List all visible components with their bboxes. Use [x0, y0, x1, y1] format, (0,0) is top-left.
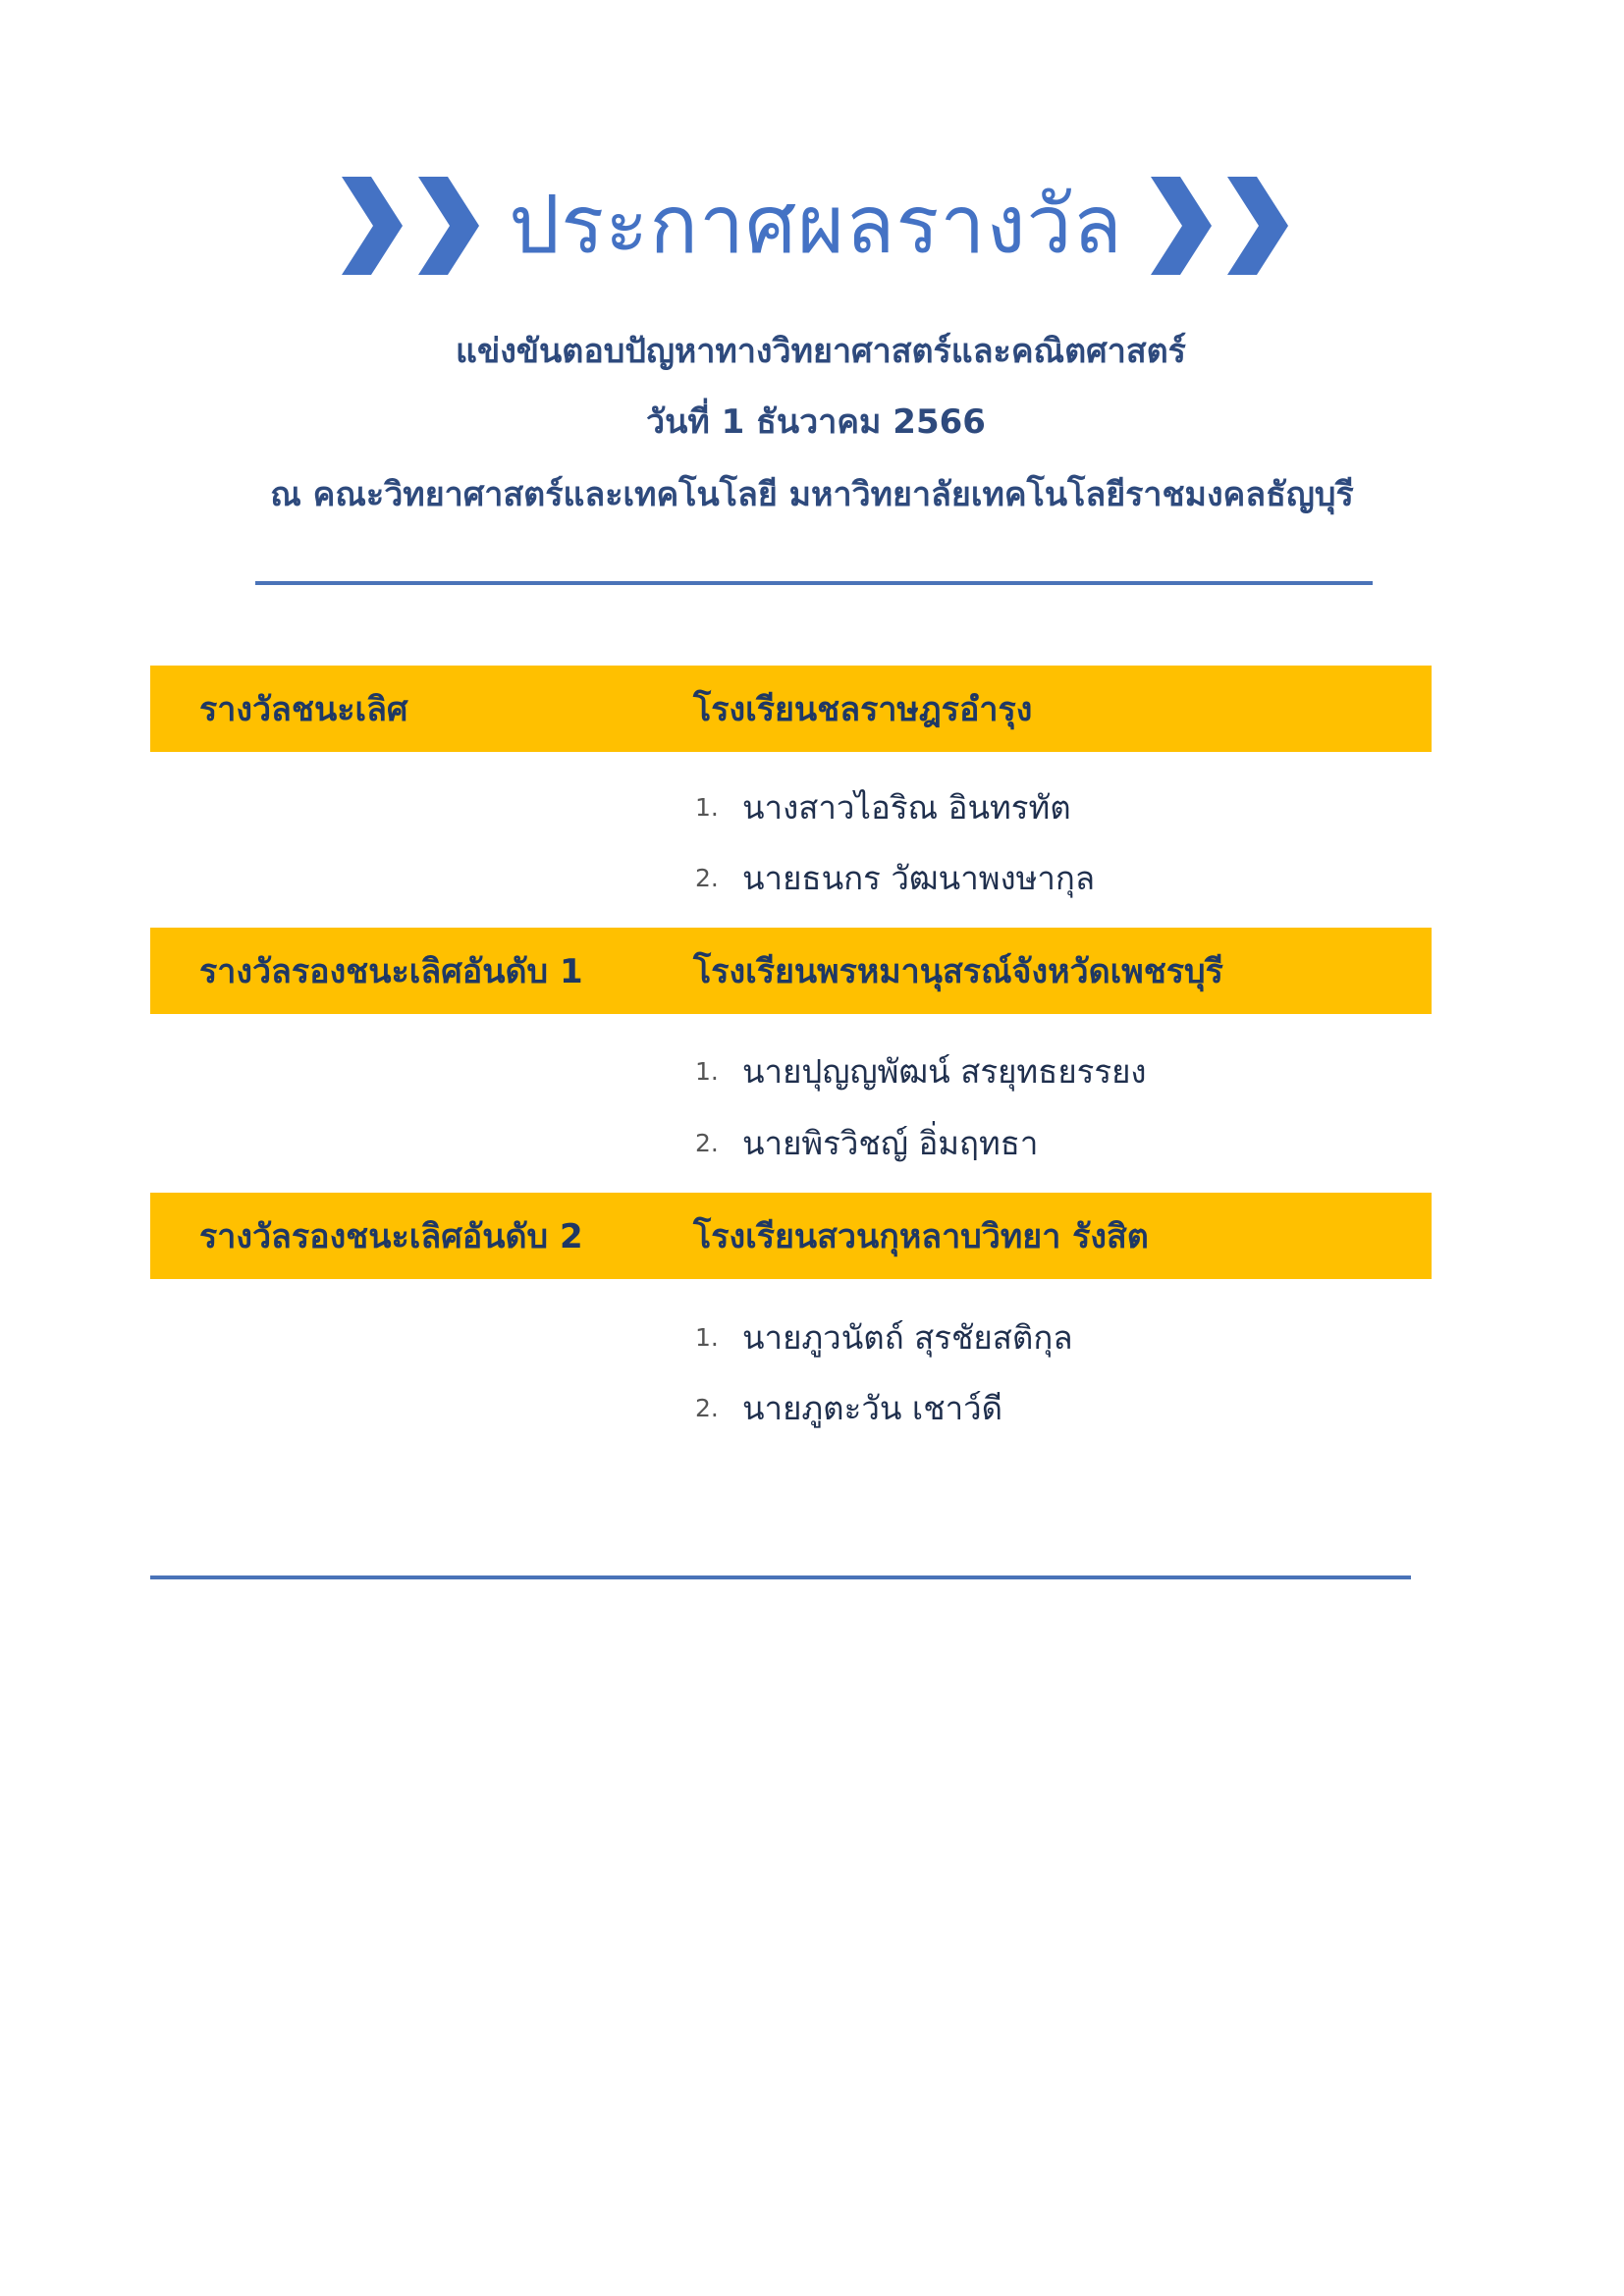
- venue-subtitle: ณ คณะวิทยาศาสตร์และเทคโนโลยี มหาวิทยาลัยเทคโนโลยีราชมงคลธัญบุรี: [270, 475, 1354, 514]
- double-chevron-right-icon: [342, 172, 489, 280]
- divider-bottom: [150, 1575, 1411, 1579]
- list-number: 1.: [695, 1322, 719, 1352]
- award-bar-second-runner-up: [150, 1193, 1432, 1279]
- list-number: 1.: [695, 1056, 719, 1086]
- member-name: นายภูตะวัน เชาว์ดี: [742, 1388, 1003, 1427]
- award-bar-winner: [150, 666, 1432, 752]
- member-name: นายปุญญพัฒน์ สรยุทธยรรยง: [742, 1051, 1147, 1091]
- member-name: นายธนกร วัฒนาพงษากุล: [742, 858, 1096, 897]
- list-item: [695, 1118, 1038, 1167]
- page-title: ประกาศผลรางวัล: [509, 179, 1123, 272]
- list-number: 2.: [695, 1393, 719, 1422]
- list-item: [695, 782, 1071, 831]
- award-label: รางวัลรองชนะเลิศอันดับ 2: [199, 1217, 583, 1256]
- award-school: โรงเรียนพรหมานุสรณ์จังหวัดเพชรบุรี: [693, 952, 1223, 991]
- award-label: รางวัลรองชนะเลิศอันดับ 1: [199, 952, 583, 991]
- member-name: นางสาวไอริณ อินทรทัต: [742, 787, 1071, 827]
- award-label: รางวัลชนะเลิศ: [199, 690, 408, 729]
- member-name: นายภูวนัตถ์ สุรชัยสติกุล: [742, 1317, 1073, 1357]
- divider-top: [255, 581, 1373, 585]
- member-name: นายพิรวิชญ์ อิ่มฤทธา: [742, 1123, 1039, 1162]
- double-chevron-right-icon: [1151, 172, 1298, 280]
- list-number: 1.: [695, 792, 719, 822]
- award-school: โรงเรียนชลราษฎรอำรุง: [693, 690, 1033, 729]
- award-bar-first-runner-up: [150, 928, 1432, 1014]
- list-item: [695, 853, 1095, 902]
- list-item: [695, 1383, 1002, 1432]
- competition-subtitle: แข่งขันตอบปัญหาทางวิทยาศาสตร์และคณิตศาสตร์: [456, 332, 1186, 371]
- list-item: [695, 1312, 1073, 1362]
- list-item: [695, 1046, 1147, 1095]
- list-number: 2.: [695, 863, 719, 892]
- award-school: โรงเรียนสวนกุหลาบวิทยา รังสิต: [693, 1217, 1149, 1256]
- list-number: 2.: [695, 1128, 719, 1157]
- title-banner: [314, 147, 1326, 304]
- date-subtitle: วันที่ 1 ธันวาคม 2566: [646, 402, 986, 442]
